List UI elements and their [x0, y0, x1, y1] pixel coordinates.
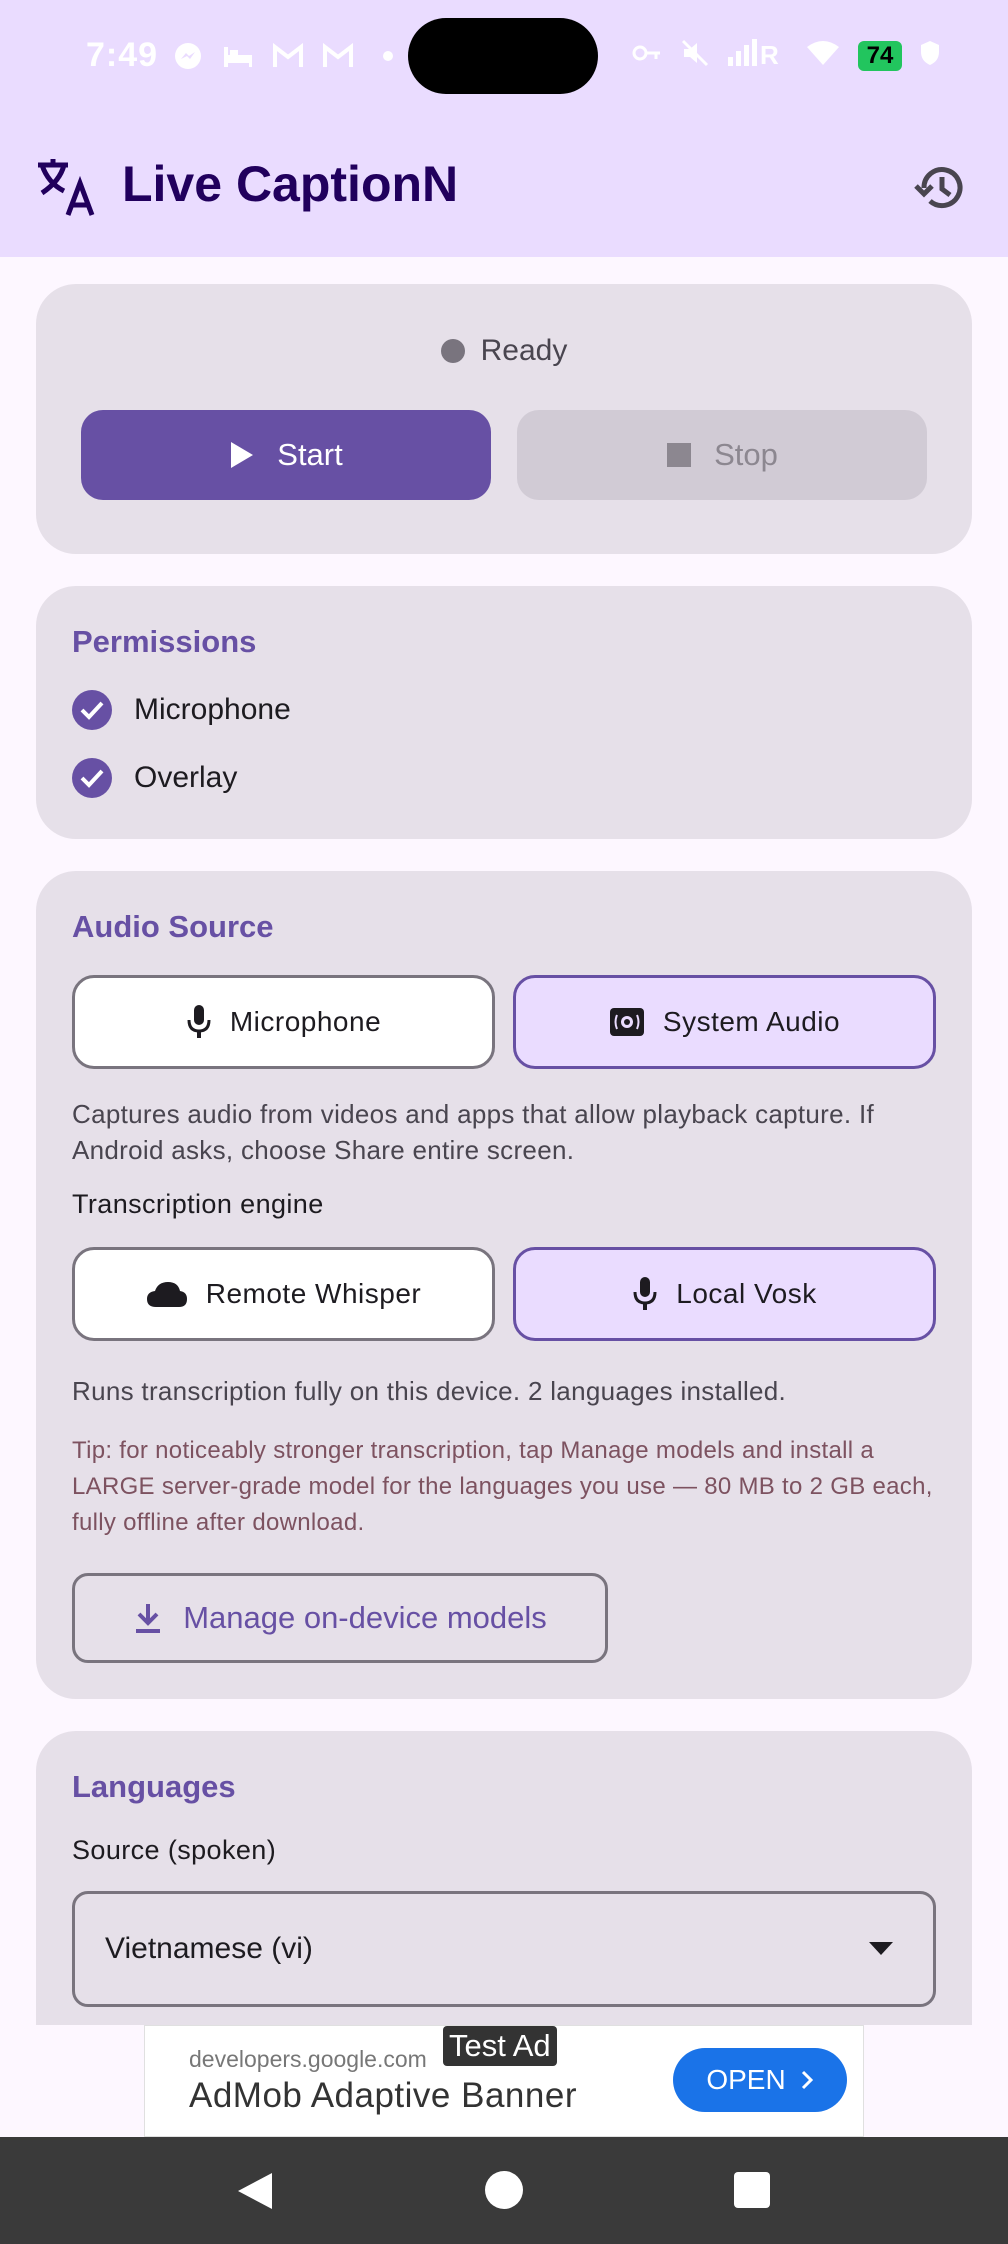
ad-open-label: OPEN [706, 2064, 786, 2095]
audio-source-title: Audio Source [72, 909, 274, 944]
speaker-icon [609, 1007, 645, 1037]
mic-icon [632, 1276, 658, 1312]
check-circle-icon [72, 758, 112, 798]
languages-card [36, 1731, 972, 2025]
recents-icon[interactable] [734, 2172, 770, 2208]
app-title: Live CaptionN [122, 156, 459, 212]
battery-icon: 74 [858, 41, 902, 71]
source-system-audio-button[interactable] [513, 975, 936, 1069]
status-time: 7:49 [86, 36, 159, 74]
shield-icon [920, 40, 940, 71]
key-icon [632, 41, 662, 70]
stop-button[interactable] [517, 410, 927, 500]
engine-local-vosk-button[interactable] [513, 1247, 936, 1341]
history-icon[interactable] [912, 159, 970, 217]
status-row [36, 334, 972, 368]
signal-icon [728, 39, 788, 72]
cloud-icon [146, 1280, 188, 1308]
engine-remote-whisper-label: Remote Whisper [205, 1278, 422, 1309]
wifi-icon [806, 39, 840, 72]
ad-domain: developers.google.com [189, 2046, 427, 2072]
system-icons [632, 38, 940, 73]
source-language-label: Source (spoken) [72, 1835, 277, 1865]
manage-models-label: Manage on-device models [183, 1600, 547, 1635]
status-dot [441, 339, 465, 363]
messenger-icon [172, 40, 204, 72]
notification-icons [172, 40, 404, 72]
download-icon [133, 1602, 163, 1634]
ad-open-button[interactable] [673, 2048, 847, 2112]
start-button[interactable] [81, 410, 491, 500]
source-language-dropdown[interactable] [72, 1891, 936, 2007]
audio-source-card [36, 871, 972, 1699]
audio-source-description: Captures audio from videos and apps that allow playback capture. If Android asks, choose Share entire screen. [72, 1099, 874, 1165]
translate-icon [34, 155, 98, 219]
check-circle-icon [72, 690, 112, 730]
permissions-card [36, 586, 972, 839]
app-bar [0, 115, 1008, 257]
source-microphone-button[interactable] [72, 975, 495, 1069]
dot-icon [372, 40, 404, 72]
permission-label: Overlay [134, 761, 238, 794]
source-system-audio-label: System Audio [662, 1006, 841, 1037]
back-icon[interactable] [236, 2171, 274, 2216]
gmail-icon [322, 40, 354, 72]
ad-banner[interactable] [144, 2025, 864, 2137]
permission-overlay [72, 758, 237, 798]
stop-icon [666, 442, 692, 468]
chevron-right-icon [800, 2069, 814, 2091]
permissions-title: Permissions [72, 624, 257, 659]
gmail-icon [272, 40, 304, 72]
svg-text:R: R [760, 40, 779, 67]
languages-title: Languages [72, 1769, 236, 1804]
mute-icon [680, 38, 710, 73]
permission-label: Microphone [134, 693, 291, 726]
engine-label: Transcription engine [72, 1189, 324, 1219]
main-content[interactable] [0, 257, 1008, 2025]
bed-icon [222, 40, 254, 72]
ad-test-tag: Test Ad [443, 2026, 557, 2066]
start-label: Start [277, 437, 343, 472]
navigation-bar [0, 2137, 1008, 2244]
camera-cutout [408, 18, 598, 94]
manage-models-button[interactable] [72, 1573, 608, 1663]
engine-local-vosk-label: Local Vosk [676, 1278, 817, 1309]
permission-microphone [72, 690, 291, 730]
mic-icon [186, 1004, 212, 1040]
control-card [36, 284, 972, 554]
home-icon[interactable] [485, 2171, 523, 2209]
engine-description: Runs transcription fully on this device. 2 languages installed. [72, 1376, 787, 1406]
ad-title: AdMob Adaptive Banner [189, 2076, 577, 2115]
play-icon [229, 440, 255, 470]
engine-remote-whisper-button[interactable] [72, 1247, 495, 1341]
status-text: Ready [480, 334, 568, 367]
stop-label: Stop [714, 437, 778, 472]
dropdown-arrow-icon [869, 1942, 893, 1955]
status-bar [0, 0, 1008, 115]
source-microphone-label: Microphone [229, 1006, 382, 1037]
source-language-value: Vietnamese (vi) [105, 1932, 313, 1965]
model-tip: Tip: for noticeably stronger transcription, tap Manage models and install a LARGE server-grade model for the languages you use — 80 MB to 2 GB each, fully offline after download. [72, 1437, 933, 1536]
